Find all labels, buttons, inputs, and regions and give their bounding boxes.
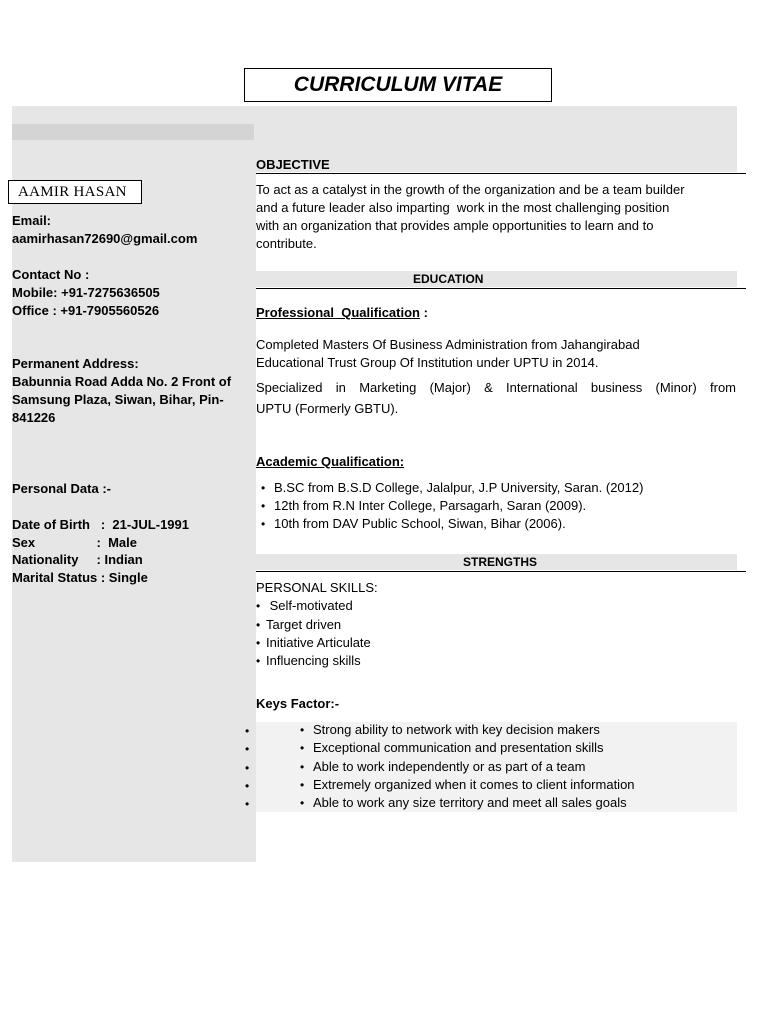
objective-heading: OBJECTIVE bbox=[256, 157, 330, 172]
academic-item: 12th from R.N Inter College, Parsagarh, Saran (2009). bbox=[274, 498, 587, 513]
bullet: • bbox=[245, 724, 250, 738]
key-factor-item: Extremely organized when it comes to client information bbox=[313, 777, 635, 792]
page-title: CURRICULUM VITAE bbox=[244, 68, 552, 102]
keys-factor-label: Keys Factor:- bbox=[256, 696, 340, 711]
bullet: • bbox=[300, 741, 305, 755]
specialized-line: UPTU (Formerly GBTU). bbox=[256, 401, 399, 416]
bullet: • bbox=[261, 499, 266, 513]
bullet: • bbox=[261, 517, 266, 531]
bullet: • bbox=[300, 778, 305, 792]
skill-item: Initiative Articulate bbox=[266, 635, 371, 650]
specialized-line: Specialized in Marketing (Major) & International business (Minor) from bbox=[256, 380, 736, 395]
name-box: AAMIR HASAN bbox=[8, 180, 142, 204]
academic-qualification-label: Academic Qualification: bbox=[256, 454, 405, 469]
objective-line: and a future leader also imparting work in the most challenging position bbox=[256, 200, 670, 215]
key-factor-item: Exceptional communication and presentation skills bbox=[313, 740, 604, 755]
professional-qualification-colon: : bbox=[419, 305, 428, 320]
address-line: Samsung Plaza, Siwan, Bihar, Pin- bbox=[12, 392, 224, 407]
education-rule bbox=[256, 288, 746, 289]
bullet: • bbox=[300, 760, 305, 774]
marital-status: Marital Status : Single bbox=[12, 570, 148, 585]
bullet: • bbox=[245, 742, 250, 756]
objective-line: To act as a catalyst in the growth of the organization and be a team builder bbox=[256, 182, 685, 197]
mobile-number: Mobile: +91-7275636505 bbox=[12, 285, 160, 300]
professional-qualification-label: Professional Qualification bbox=[256, 305, 420, 320]
bullet: • bbox=[245, 761, 250, 775]
bullet: • bbox=[256, 599, 261, 613]
bullet: • bbox=[245, 779, 250, 793]
education-heading: EDUCATION bbox=[413, 272, 484, 286]
academic-item: 10th from DAV Public School, Siwan, Bihar (2006). bbox=[274, 516, 566, 531]
strengths-heading: STRENGTHS bbox=[463, 555, 538, 569]
contact-label: Contact No : bbox=[12, 267, 90, 282]
professional-line: Completed Masters Of Business Administration from Jahangirabad bbox=[256, 337, 640, 352]
address-line: 841226 bbox=[12, 410, 56, 425]
date-of-birth: Date of Birth : 21-JUL-1991 bbox=[12, 517, 189, 532]
address-label: Permanent Address: bbox=[12, 356, 139, 371]
bullet: • bbox=[261, 481, 266, 495]
sidebar-band bbox=[12, 124, 254, 140]
strengths-rule bbox=[256, 571, 746, 572]
bullet: • bbox=[256, 636, 261, 650]
key-factor-item: Strong ability to network with key decision makers bbox=[313, 722, 600, 737]
email-label: Email: bbox=[12, 213, 52, 228]
email-value: aamirhasan72690@gmail.com bbox=[12, 231, 198, 246]
objective-line: contribute. bbox=[256, 236, 317, 251]
professional-line: Educational Trust Group Of Institution under UPTU in 2014. bbox=[256, 355, 599, 370]
skill-item: Target driven bbox=[266, 617, 342, 632]
objective-line: with an organization that provides ample opportunities to learn and to bbox=[256, 218, 654, 233]
bullet: • bbox=[256, 618, 261, 632]
address-line: Babunnia Road Adda No. 2 Front of bbox=[12, 374, 232, 389]
nationality: Nationality : Indian bbox=[12, 552, 143, 567]
professional-qualification-heading bbox=[256, 304, 428, 322]
bullet: • bbox=[245, 797, 250, 811]
skill-item: Self-motivated bbox=[266, 598, 353, 613]
objective-rule bbox=[256, 173, 746, 174]
bullet: • bbox=[300, 796, 305, 810]
education-band bbox=[256, 271, 737, 287]
academic-item: B.SC from B.S.D College, Jalalpur, J.P University, Saran. (2012) bbox=[274, 480, 644, 495]
key-factor-item: Able to work any size territory and meet all sales goals bbox=[313, 795, 627, 810]
skill-item: Influencing skills bbox=[266, 653, 361, 668]
bullet: • bbox=[300, 723, 305, 737]
office-number: Office : +91-7905560526 bbox=[12, 303, 160, 318]
key-factor-item: Able to work independently or as part of a team bbox=[313, 759, 586, 774]
bullet: • bbox=[256, 654, 261, 668]
sex: Sex : Male bbox=[12, 535, 137, 550]
personal-data-label: Personal Data :- bbox=[12, 481, 111, 496]
personal-skills-label: PERSONAL SKILLS: bbox=[256, 580, 378, 595]
